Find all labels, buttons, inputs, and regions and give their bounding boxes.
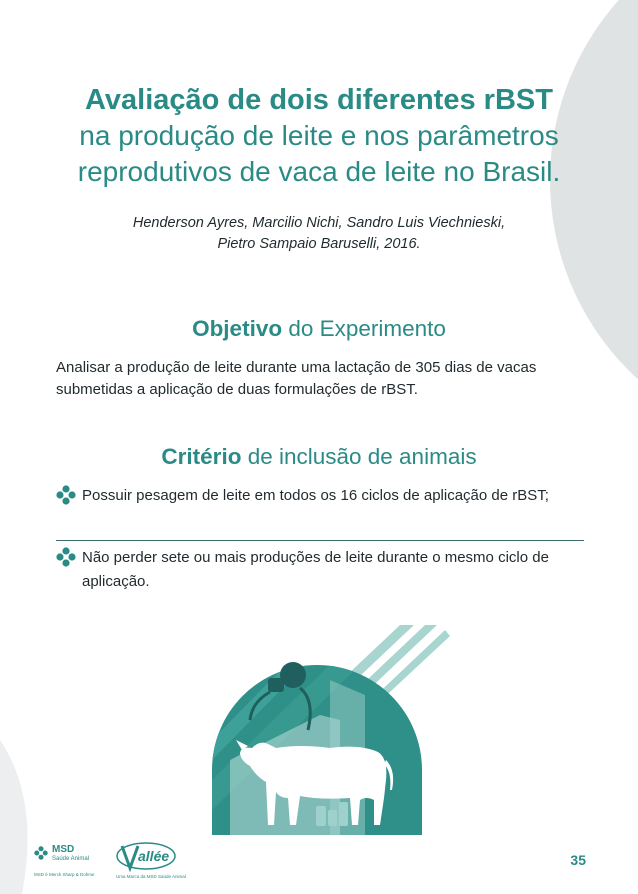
divider-line	[56, 540, 584, 541]
title-main: Avaliação de dois diferentes rBST	[85, 84, 553, 116]
cross-bullet-icon	[56, 547, 76, 567]
objetivo-heading	[30, 316, 608, 342]
page-number: 35	[570, 852, 586, 868]
vallee-brand-text: allée	[138, 848, 170, 864]
title-line-3: reprodutivos de vaca de leite no Brasil.	[77, 156, 561, 187]
cow-illustration	[190, 620, 450, 835]
criterio-heading	[30, 444, 608, 470]
msd-brand-text: MSD	[52, 844, 75, 855]
msd-logo-icon	[34, 846, 48, 860]
msd-small-text: MSD é Merck Sharp & Dohme	[34, 872, 95, 877]
criterio-item-2-text: Não perder sete ou mais produções de leite durante o mesmo ciclo de aplicação.	[82, 549, 549, 590]
objetivo-heading-bold: Objetivo	[192, 316, 283, 341]
authors-line-2: Pietro Sampaio Baruselli, 2016.	[217, 236, 421, 252]
criterio-item-1	[56, 484, 596, 508]
cross-bullet-icon	[56, 485, 76, 505]
objetivo-text: Analisar a produção de leite durante uma lactação de 305 dias de vacas submetidas a aplicação de duas formulações de rBST.	[56, 359, 537, 398]
criterio-item-1-text: Possuir pesagem de leite em todos os 16 ciclos de aplicação de rBST;	[82, 487, 549, 504]
msd-sub-text: Saúde Animal	[52, 856, 90, 862]
objetivo-heading-rest: do Experimento	[282, 316, 446, 341]
authors-line-1: Henderson Ayres, Marcilio Nichi, Sandro Luis Viechnieski,	[132, 215, 506, 231]
criterio-heading-rest: de inclusão de animais	[241, 444, 477, 469]
criterio-heading-bold: Critério	[161, 444, 242, 469]
authors	[60, 213, 578, 255]
title-line-2: na produção de leite e nos parâmetros	[79, 120, 559, 151]
criterio-item-2	[56, 546, 596, 594]
vallee-small-text: Uma Marca da MSD Saúde Animal	[116, 874, 186, 879]
title-block	[30, 82, 608, 190]
